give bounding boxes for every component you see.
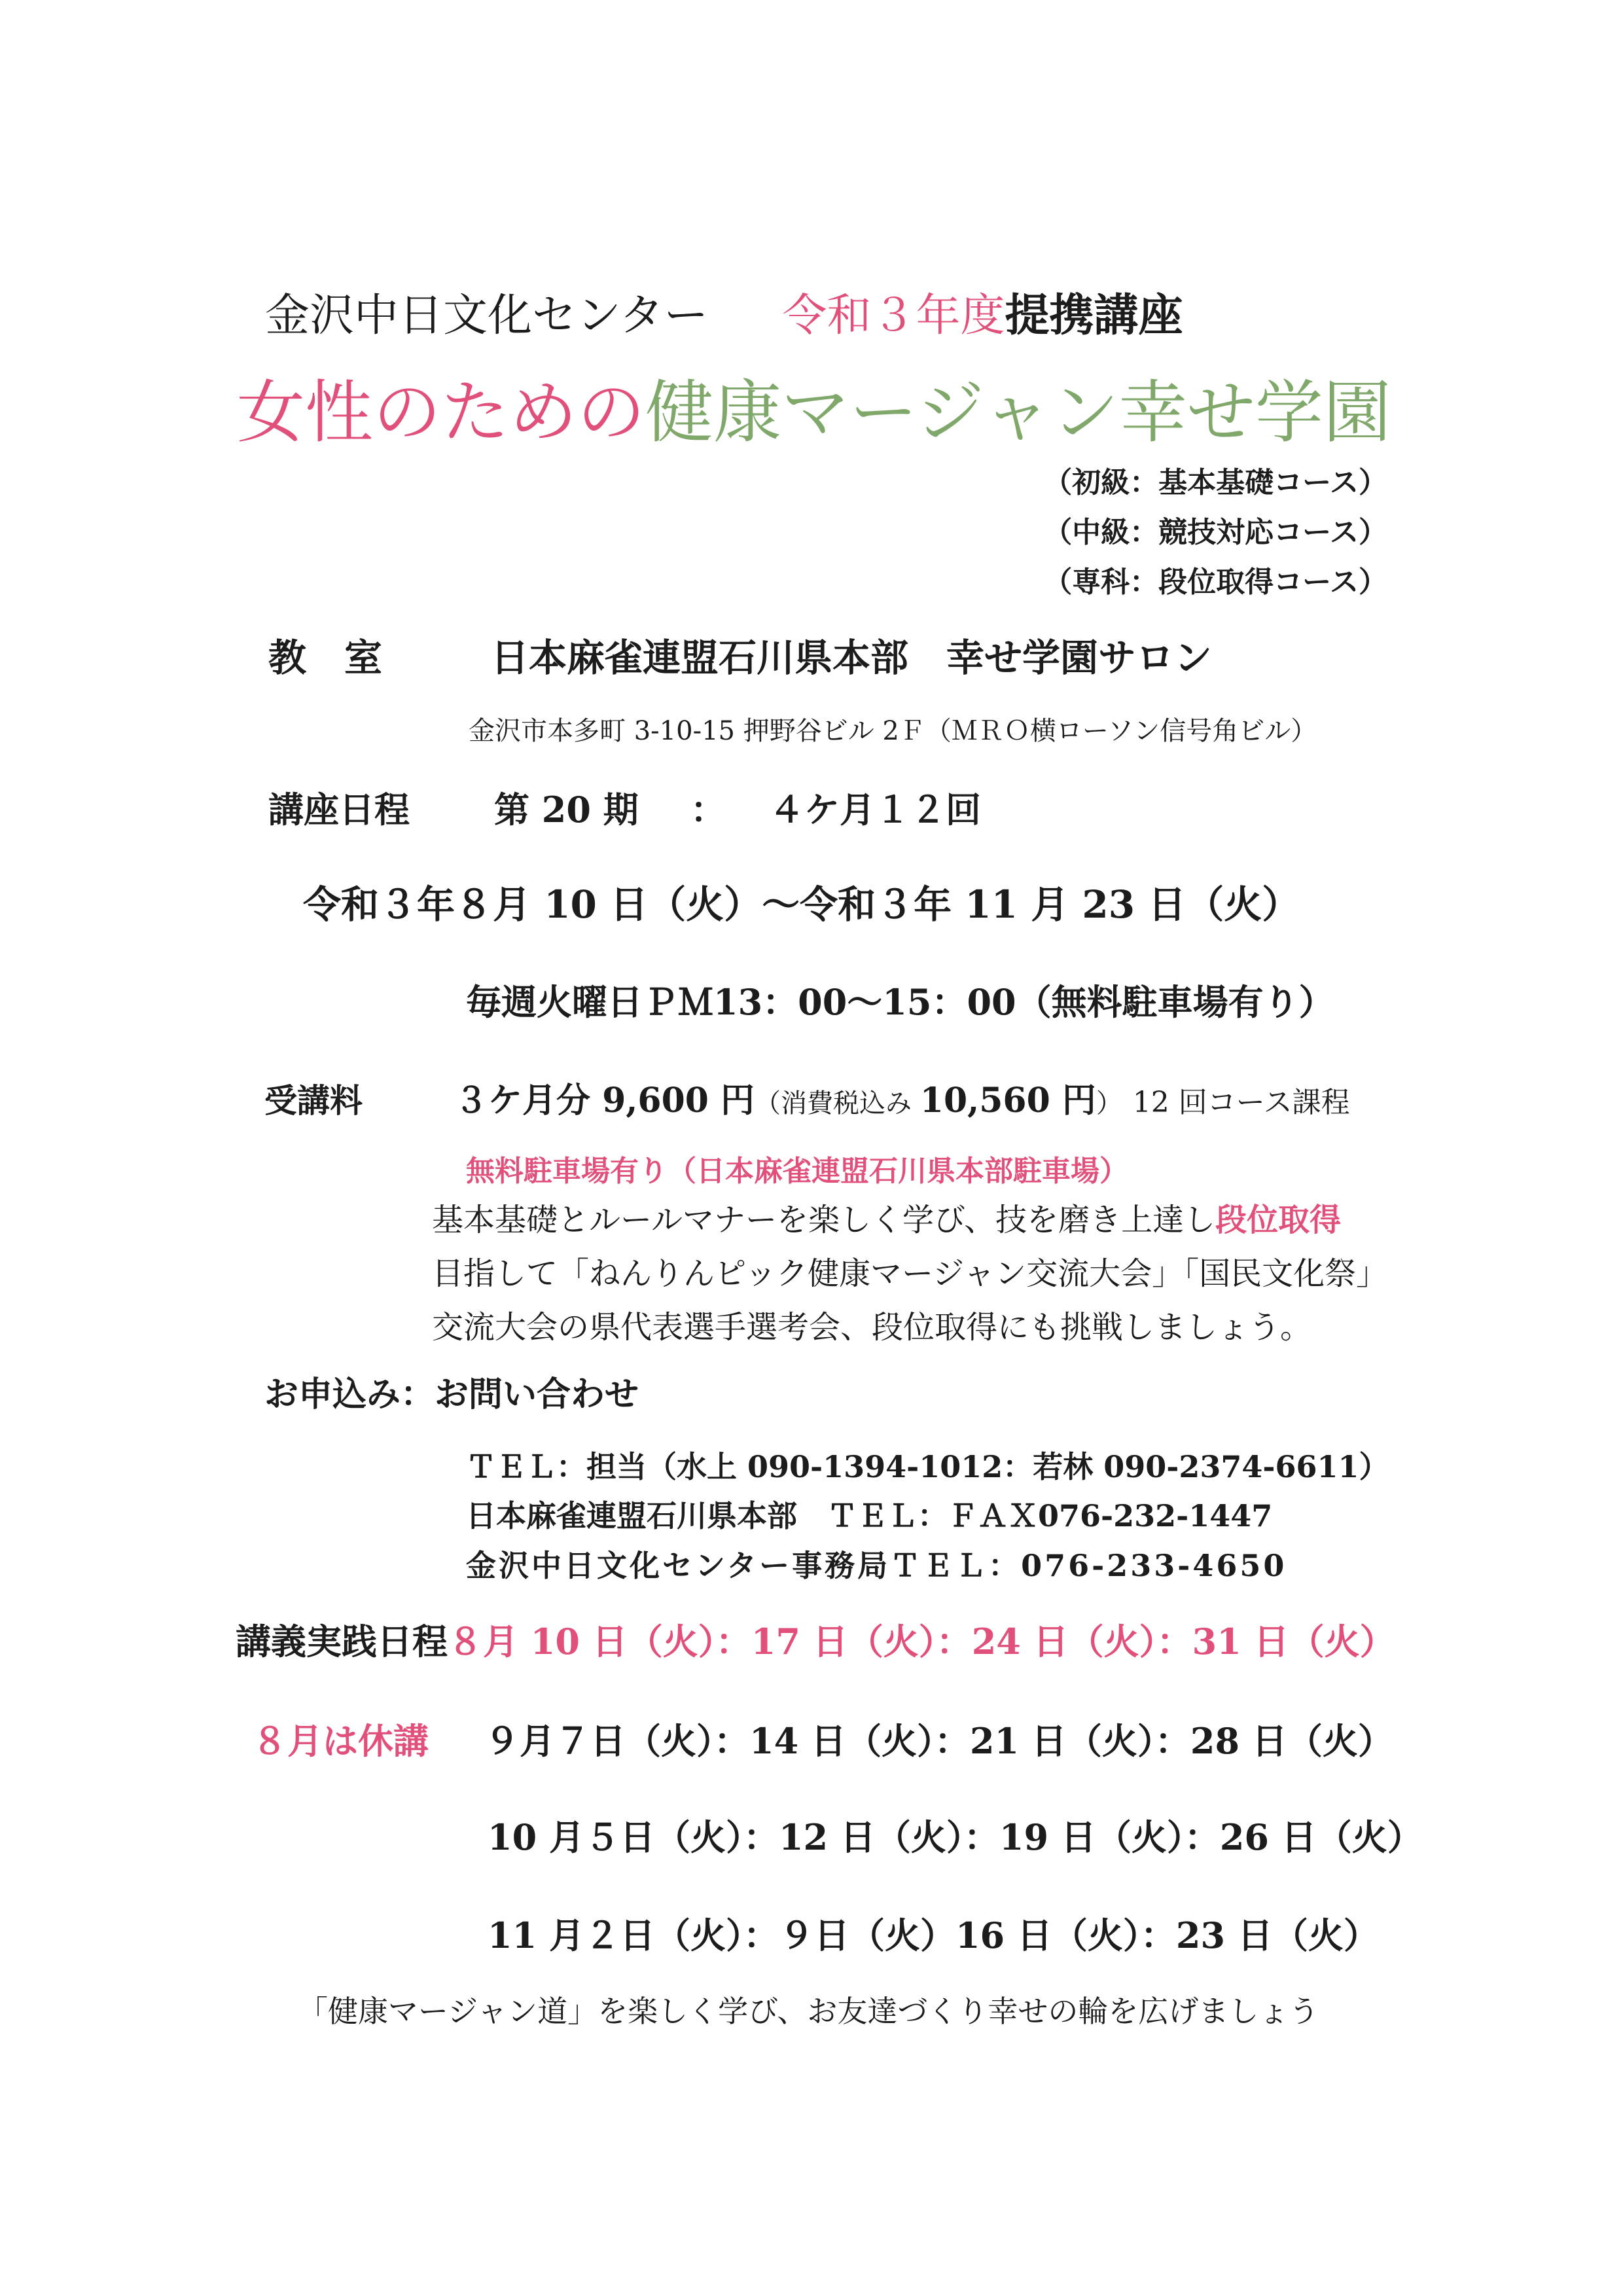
venue-label: 教 室 <box>268 636 383 680</box>
lecture-november: 11 月２日（火）：９日（火）16 日（火）：23 日（火） <box>488 1914 1379 1956</box>
description-highlight: 段位取得 <box>1215 1202 1342 1238</box>
fiscal-year: 令和３年度 <box>782 290 1005 342</box>
parking-note: 無料駐車場有り（日本麻雀連盟石川県本部駐車場） <box>466 1155 1128 1188</box>
description-line-1 <box>432 1204 1341 1236</box>
lecture-august-row <box>236 1621 1395 1662</box>
schedule-weekly: 毎週火曜日ＰＭ13：00～15：00（無料駐車場有り） <box>466 981 1334 1023</box>
apply-label: お申込み：お問い合わせ <box>264 1374 639 1414</box>
schedule-row <box>268 789 981 831</box>
footer-message: 「健康マージャン道」を楽しく学び、お友達づくり幸せの輪を広げましょう <box>298 1994 1319 2029</box>
fee-amount: ３ケ月分 9,600 円 <box>454 1081 755 1121</box>
lecture-recess-label: ８月は休講 <box>252 1720 429 1762</box>
course-intermediate: （中級：競技対応コース） <box>1043 516 1387 549</box>
schedule-term: 第 20 期 <box>494 789 639 831</box>
schedule-dates: 令和３年８月 10 日（火）～令和３年 11 月 23 日（火） <box>303 882 1300 927</box>
lecture-august: ８月 10 日（火）：17 日（火）：24 日（火）：31 日（火） <box>448 1621 1395 1662</box>
header-line <box>265 289 1183 342</box>
lecture-october: 10 月５日（火）：12 日（火）：19 日（火）：26 日（火） <box>488 1816 1423 1858</box>
course-type: 提携講座 <box>1005 289 1183 342</box>
schedule-label: 講座日程 <box>268 789 410 831</box>
lecture-label: 講義実践日程 <box>236 1621 448 1662</box>
contact-line-1: ＴＥＬ：担当（水上 090-1394-1012：若林 090-2374-6611） <box>466 1449 1389 1484</box>
schedule-duration: ４ケ月１２回 <box>769 789 981 831</box>
fee-label: 受講料 <box>264 1081 363 1120</box>
fee-tax-amount: 10,560 円 <box>919 1081 1096 1121</box>
fee-row <box>264 1081 1350 1121</box>
course-basic: （初級：基本基礎コース） <box>1043 466 1387 499</box>
schedule-separator: ： <box>690 789 726 831</box>
venue-address: 金沢市本多町 3-10-15 押野谷ビル 2Ｆ（ＭＲＯ横ローソン信号角ビル） <box>469 716 1317 746</box>
fee-tax-open: （消費税込み <box>755 1088 920 1119</box>
lecture-september-row <box>252 1720 1393 1762</box>
venue-value: 日本麻雀連盟石川県本部 幸せ学園サロン <box>491 636 1213 680</box>
page-title <box>237 372 1391 452</box>
lecture-september: ９月７日（火）：14 日（火）：21 日（火）：28 日（火） <box>484 1720 1393 1762</box>
contact-line-2: 日本麻雀連盟石川県本部 ＴＥＬ：ＦＡＸ076-232-1447 <box>466 1498 1273 1534</box>
course-advanced: （専科：段位取得コース） <box>1043 565 1387 599</box>
venue-row <box>268 636 1213 680</box>
center-name: 金沢中日文化センター <box>265 290 709 342</box>
fee-course: 12 回コース課程 <box>1132 1086 1350 1119</box>
description-line-3: 交流大会の県代表選手選考会、段位取得にも挑戦しましょう。 <box>432 1309 1312 1346</box>
description-line-2: 目指して「ねんりんピック健康マージャン交流大会」「国民文化祭」 <box>432 1255 1388 1292</box>
title-part-1: 女性のための <box>237 372 646 452</box>
contact-line-3: 金沢中日文化センター事務局ＴＥＬ：076-233-4650 <box>466 1548 1287 1583</box>
title-part-2: 健康マージャン幸せ学園 <box>645 372 1391 452</box>
fee-tax-close: ） <box>1096 1088 1122 1119</box>
description-text-1: 基本基礎とルールマナーを楽しく学び、技を磨き上達し <box>432 1202 1216 1238</box>
